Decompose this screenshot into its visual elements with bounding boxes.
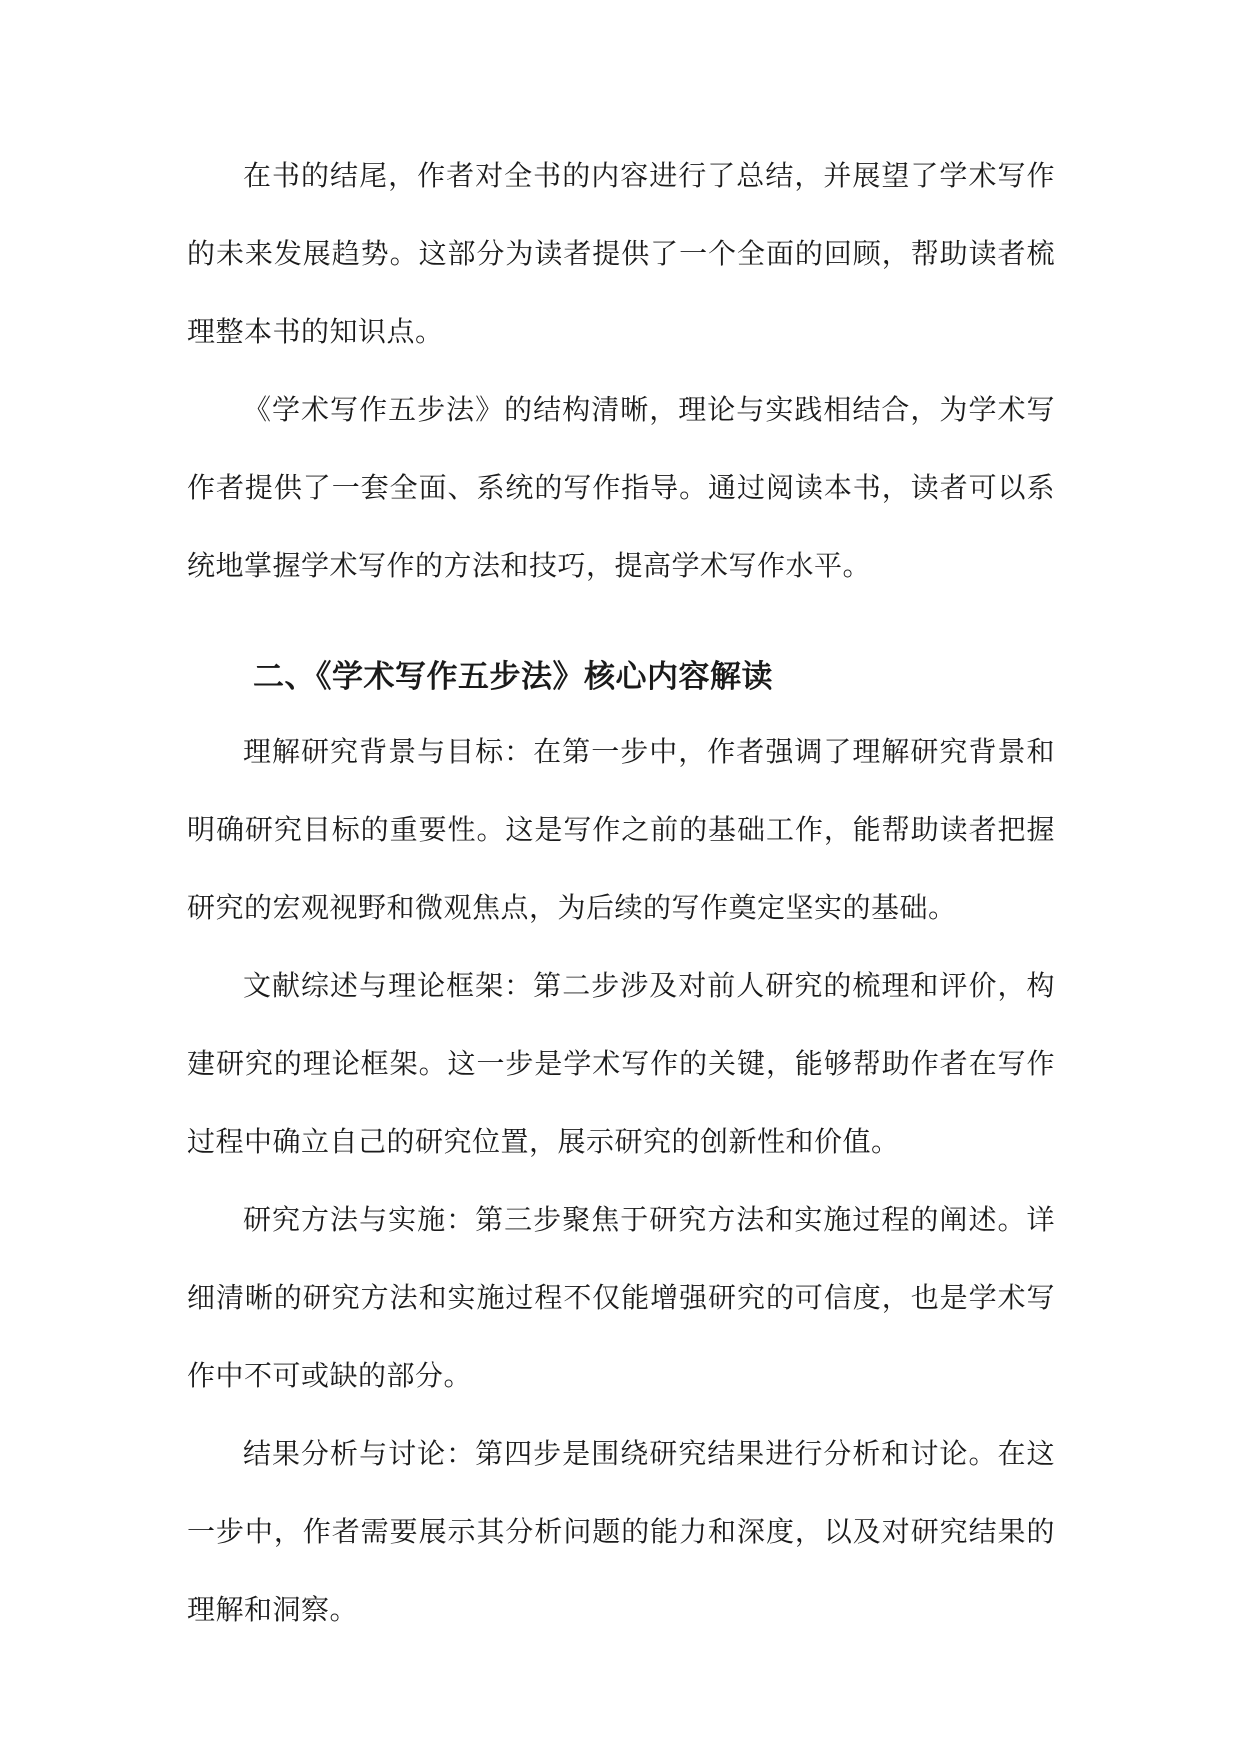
paragraph-step-three: 研究方法与实施：第三步聚焦于研究方法和实施过程的阐述。详细清晰的研究方法和实施过程不仅能增强研究的可信度，也是学术写作中不可或缺的部分。: [187, 1203, 1055, 1392]
paragraph-step-two: 文献综述与理论框架：第二步涉及对前人研究的梳理和评价，构建研究的理论框架。这一步是学术写作的关键，能够帮助作者在写作过程中确立自己的研究位置，展示研究的创新性和价值。: [187, 969, 1055, 1158]
document-body: [187, 137, 1055, 1649]
section-heading: 二、《学术写作五步法》核心内容解读: [253, 659, 773, 695]
paragraph-step-four: 结果分析与讨论：第四步是围绕研究结果进行分析和讨论。在这一步中，作者需要展示其分析问题的能力和深度，以及对研究结果的理解和洞察。: [187, 1437, 1055, 1626]
paragraph-step-one: 理解研究背景与目标：在第一步中，作者强调了理解研究背景和明确研究目标的重要性。这是写作之前的基础工作，能帮助读者把握研究的宏观视野和微观焦点，为后续的写作奠定坚实的基础。: [187, 735, 1055, 924]
paragraph-book-structure: 《学术写作五步法》的结构清晰，理论与实践相结合，为学术写作者提供了一套全面、系统的写作指导。通过阅读本书，读者可以系统地掌握学术写作的方法和技巧，提高学术写作水平。: [187, 393, 1055, 582]
paragraph-book-ending: 在书的结尾，作者对全书的内容进行了总结，并展望了学术写作的未来发展趋势。这部分为读者提供了一个全面的回顾，帮助读者梳理整本书的知识点。: [187, 159, 1055, 348]
